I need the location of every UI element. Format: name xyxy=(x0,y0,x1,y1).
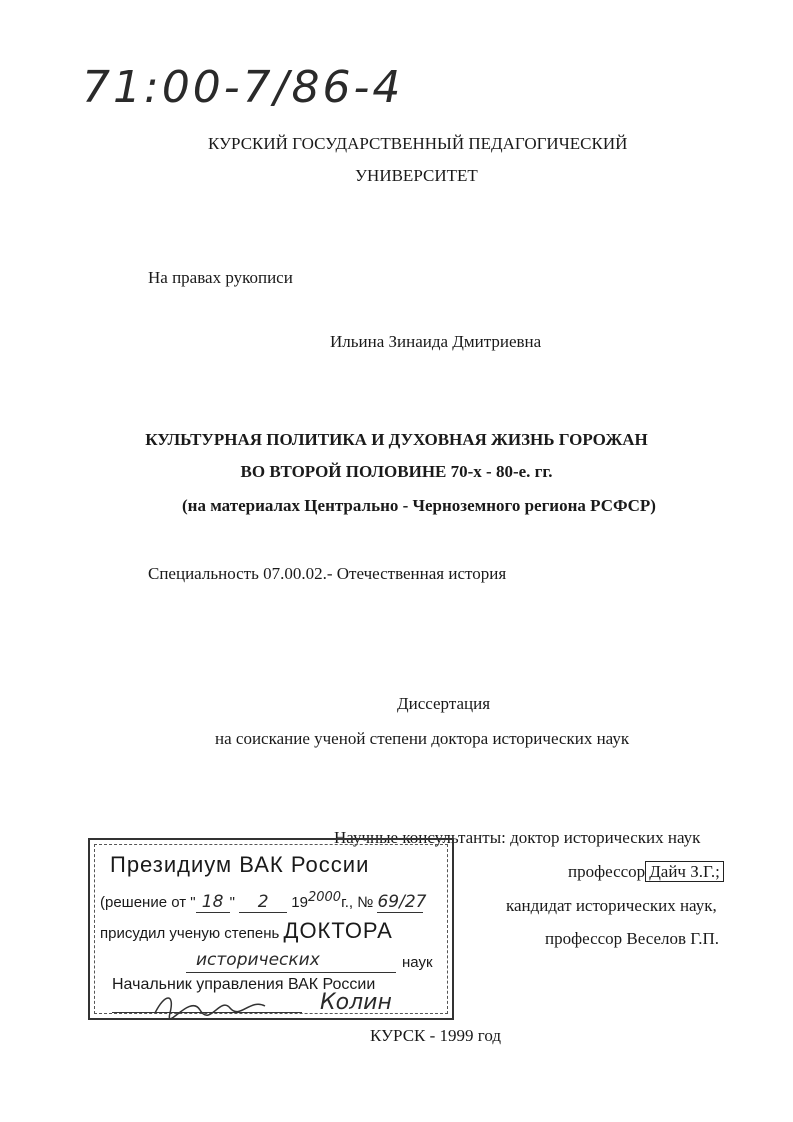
stamp-signature: Колин xyxy=(320,990,392,1015)
author-name: Ильина Зинаида Дмитриевна xyxy=(330,332,542,351)
manuscript-note: На правах рукописи xyxy=(148,268,293,287)
stamp-field-suffix: наук xyxy=(402,954,433,971)
advisors-line-3: кандидат исторических наук, xyxy=(506,896,717,915)
stamp-field-handwritten: исторических xyxy=(196,950,320,970)
stamp-year-handwritten: 2000 xyxy=(307,890,342,905)
advisor-title: профессор xyxy=(568,862,646,881)
stamp-number: 69/27 xyxy=(377,892,427,912)
university-line-2: УНИВЕРСИТЕТ xyxy=(355,166,478,185)
specialty: Специальность 07.00.02.- Отечественная история xyxy=(148,564,507,583)
stamp-field-blank xyxy=(186,952,396,973)
stamp-decision-line xyxy=(100,890,427,913)
title-line-1: КУЛЬТУРНАЯ ПОЛИТИКА И ДУХОВНАЯ ЖИЗНЬ ГОРОЖАН xyxy=(145,430,648,449)
advisors-line-1: Научные консультанты: доктор исторических наук xyxy=(334,828,701,847)
title-line-3: (на материалах Центрально - Черноземного региона РСФСР) xyxy=(182,496,656,515)
stamp-title: Президиум ВАК России xyxy=(110,852,370,877)
stamp-decision-open: (решение от " xyxy=(100,894,196,911)
advisors-line-2 xyxy=(568,862,724,882)
dissertation-label: Диссертация xyxy=(397,694,491,713)
stamp-year-suffix: г., № xyxy=(341,894,374,911)
university-line-1: КУРСКИЙ ГОСУДАРСТВЕННЫЙ ПЕДАГОГИЧЕСКИЙ xyxy=(208,134,628,153)
dissertation-purpose: на соискание ученой степени доктора исторических наук xyxy=(215,729,630,748)
advisors-line-4: профессор Веселов Г.П. xyxy=(545,929,719,948)
archive-code: 71:00-7/86-4 xyxy=(82,62,404,113)
stamp-month: 2 xyxy=(239,892,287,913)
stamp-awarded-line xyxy=(100,918,393,944)
stamp-degree: ДОКТОРА xyxy=(283,918,393,943)
stamp-day: 18 xyxy=(196,892,230,913)
footer-city-year: КУРСК - 1999 год xyxy=(370,1026,501,1045)
advisor-name-boxed: Дайч З.Г.; xyxy=(645,861,724,882)
stamp-chief: Начальник управления ВАК России xyxy=(112,976,376,993)
vak-stamp xyxy=(88,838,454,1020)
title-line-2: ВО ВТОРОЙ ПОЛОВИНЕ 70-х - 80-е. гг. xyxy=(240,462,553,481)
stamp-quote-close: " xyxy=(229,894,235,911)
signature-scribble-icon xyxy=(150,988,270,1018)
stamp-year-prefix: 19 xyxy=(291,894,308,911)
stamp-awarded: присудил ученую степень xyxy=(100,925,280,942)
